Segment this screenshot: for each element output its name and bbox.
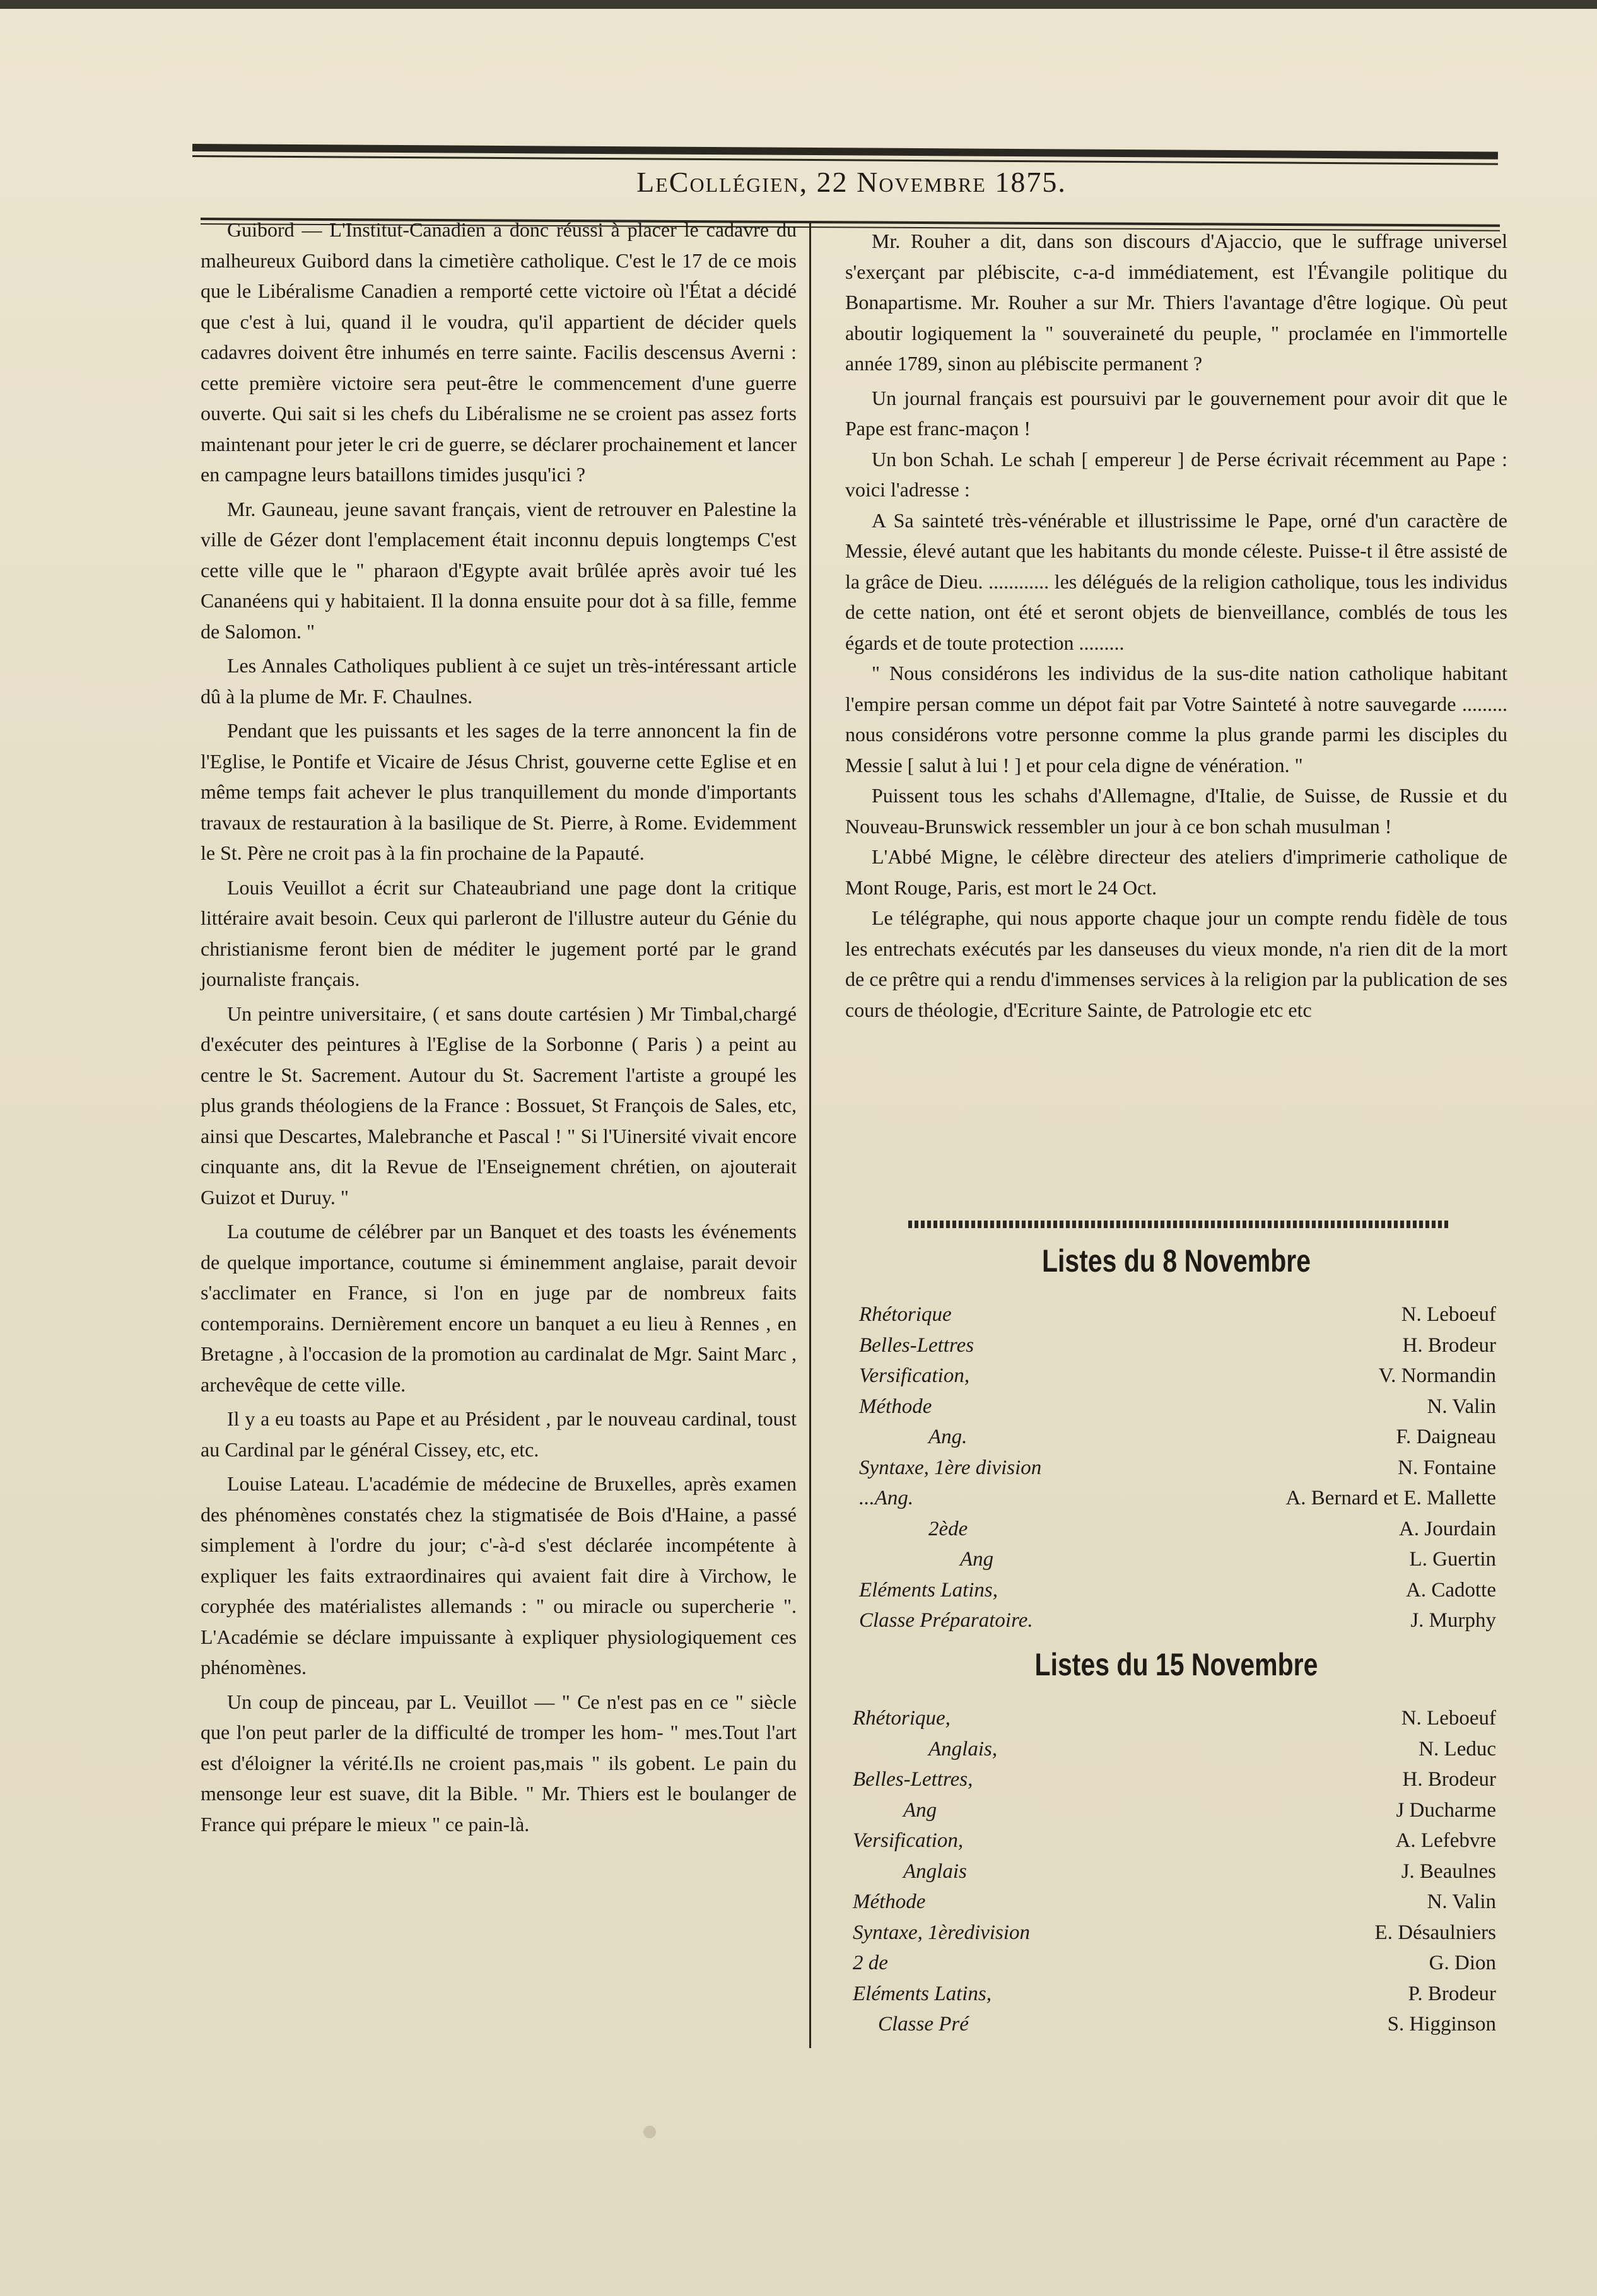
- list-row: [853, 1948, 1496, 1979]
- article-toasts: Il y a eu toasts au Pape et au Président , par le nouveau cardinal, toust au Cardinal par le général Cissey, etc, etc.: [201, 1407, 797, 1461]
- article-eglise: Pendant que les puissants et les sages de la terre annoncent la fin de l'Eglise, le Pontife et Vicaire de Jésus Christ, gouverne cette Eglise et en même temps fait achever le plus tranquillement du monde d'importants travaux de restauration à la basilique de St. Pierre, à Rome. Evidemment le St. Père ne croit pas à la fin prochaine de la Papauté.: [201, 719, 797, 864]
- list-row: [853, 1856, 1496, 1887]
- list-row: [853, 1703, 1496, 1734]
- student-name: G. Dion: [1429, 1952, 1496, 1974]
- article-puissent: Puissent tous les schahs d'Allemagne, d'Italie, de Suisse, de Russie et du Nouveau-Brunswick ressembler un jour à ce bon schah musulman !: [845, 784, 1507, 838]
- list-row: [853, 1575, 1496, 1606]
- article-veuillot: Louis Veuillot a écrit sur Chateaubriand une page dont la critique littéraire avait besoin. Ceux qui parleront de l'illustre auteur du Génie du christianisme feront bien de méditer le jugement porté par le grand journaliste français.: [201, 876, 797, 990]
- student-name: J Ducharme: [1396, 1798, 1496, 1822]
- class-label: Belles-Lettres,: [853, 1768, 973, 1791]
- list-row: [853, 2009, 1496, 2040]
- list-row: [853, 1514, 1496, 1545]
- list-row: [853, 1330, 1496, 1361]
- class-label: 2 de: [853, 1952, 888, 1974]
- article-annales: Les Annales Catholiques publient à ce sujet un très-intéressant article dû à la plume de Mr. F. Chaulnes.: [201, 654, 797, 708]
- article-banquet: La coutume de célébrer par un Banquet et des toasts les événements de quelque importance, coutume si éminemment anglaise, parait devoir s'acclimater en France, si l'on en juge par de nombreux faits contemporains. Dernièrement encore un banquet a eu lieu à Rennes , en Bretagne , à l'occasion de la promotion au cardinalat de Mgr. Saint Marc , archevêque de cette ville.: [201, 1220, 797, 1396]
- page-top-edge: [0, 0, 1597, 9]
- student-name: N. Leboeuf: [1401, 1303, 1496, 1326]
- student-name: N. Valin: [1427, 1890, 1496, 1913]
- article-guibord: Guibord — L'Institut-Canadien a donc réussi à placer le cadavre du malheureux Guibord dans la cimetière catholique. C'est le 17 de ce mois que le Libéralisme Canadien a remporté cette victoire où l'État a décidé que c'est à lui, quand il le voudra, qu'il appartient de décider quels cadavres doivent être inhumés en terre sainte. Facilis descensus Averni : cette première victoire sera peut-être le commencement d'une guerre ouverte. Qui sait si les chefs du Libéralisme ne se croient pas assez forts maintenant pour jeter le cri de guerre, se déclarer prochainement et lancer en campagne leurs bataillons timides jusqu'ici ?: [201, 218, 797, 486]
- student-name: V. Normandin: [1378, 1364, 1496, 1387]
- class-label: Classe Pré: [878, 2013, 969, 2035]
- section-divider: [908, 1221, 1451, 1228]
- list-row: [853, 1918, 1496, 1948]
- class-label: Anglais,: [928, 1737, 998, 1760]
- class-label: Ang: [903, 1798, 937, 1822]
- student-name: L. Guertin: [1409, 1548, 1496, 1571]
- class-label: Ang.: [928, 1426, 968, 1448]
- list-row: [853, 1544, 1496, 1575]
- list-row: [853, 1734, 1496, 1765]
- ink-smudge: [643, 2126, 656, 2138]
- student-name: E. Désaulniers: [1374, 1921, 1496, 1944]
- list-8-title: Listes du 8 Novembre: [1041, 1243, 1311, 1279]
- student-name: H. Brodeur: [1402, 1768, 1496, 1791]
- class-label: Classe Préparatoire.: [859, 1609, 1033, 1632]
- list-row: [853, 1887, 1496, 1918]
- class-label: Eléments Latins,: [859, 1578, 998, 1602]
- article-rouher: Mr. Rouher a dit, dans son discours d'Ajaccio, que le suffrage universel s'exerçant par plébiscite, c-a-d immédiatement, est l'Évangile politique du Bonapartisme. Mr. Rouher a sur Mr. Thiers l'avantage d'être logique. Où peut aboutir logiquement la " souveraineté du peuple, " proclamée en l'immortelle année 1789, sinon au plébiscite permanent ?: [845, 230, 1507, 375]
- article-considerons: " Nous considérons les individus de la sus-dite nation catholique habitant l'empire persan comme un dépot fait par Votre Sainteté à notre sauvegarde ......... nous considérons votre personne comme la plus grande parmi les disciples du Messie [ salut à lui ! ] et pour cela digne de vénération. ": [845, 662, 1507, 776]
- list-row: [853, 1795, 1496, 1826]
- student-name: H. Brodeur: [1402, 1333, 1496, 1357]
- student-name: N. Valin: [1427, 1395, 1496, 1418]
- list-15: [853, 1703, 1496, 2040]
- article-lateau: Louise Lateau. L'académie de médecine de Bruxelles, après examen des phénomènes constatés chez la stigmatisée de Bois d'Haine, a passé simplement à l'ordre du jour; c'-à-d s'est déclarée incompétente à expliquer les faits extraordinaires qui avaient fait dire à Virchow, le coryphée des matérialistes allemands : " ou miracle ou supercherie ". L'Académie se déclare impuissante à expliquer physiologiquement ces phénomènes.: [201, 1472, 797, 1678]
- list-row: [853, 1764, 1496, 1795]
- article-telegraphe: Le télégraphe, qui nous apporte chaque jour un compte rendu fidèle de tous les entrechats exécutés par les danseuses du vieux monde, n'a rien dit de la mort de ce prêtre qui a rendu d'immenses services à la religion par la publication de ses cours de théologie, d'Ecriture Sainte, de Patrologie etc etc: [845, 906, 1507, 1021]
- student-name: N. Fontaine: [1398, 1456, 1496, 1479]
- class-label: Méthode: [853, 1890, 926, 1913]
- page-header: LeCollégien, 22 Novembre 1875.: [636, 166, 1067, 198]
- student-name: F. Daigneau: [1396, 1426, 1496, 1448]
- list-row: [853, 1825, 1496, 1856]
- class-label: 2ède: [928, 1517, 968, 1540]
- student-name: N. Leboeuf: [1401, 1707, 1496, 1730]
- article-schah: Un bon Schah. Le schah [ empereur ] de Perse écrivait récemment au Pape : voici l'adresse :: [845, 447, 1507, 501]
- list-8: [853, 1299, 1496, 1636]
- article-journal: Un journal français est poursuivi par le gouvernement pour avoir dit que le Pape est franc-maçon !: [845, 386, 1507, 440]
- student-name: N. Leduc: [1419, 1737, 1496, 1760]
- class-label: Eléments Latins,: [853, 1982, 992, 2005]
- student-name: S. Higginson: [1387, 2013, 1496, 2035]
- article-pinceau: Un coup de pinceau, par L. Veuillot — " Ce n'est pas en ce " siècle que l'on peut parler de la difficulté de tromper les hom- " mes.Tout l'art est d'éloigner la vérité.Ils ne croient pas,mais " ils gobent. Le pain du mensonge leur est suave, dit la Bible. " Mr. Thiers est le boulanger de France qui prépare le mieux " ce pain-là.: [201, 1690, 797, 1836]
- list-row: [853, 1453, 1496, 1484]
- list-row: [853, 1299, 1496, 1330]
- student-name: P. Brodeur: [1408, 1982, 1496, 2005]
- list-row: [853, 1979, 1496, 2010]
- right-column: [845, 226, 1507, 1025]
- article-migne: L'Abbé Migne, le célèbre directeur des ateliers d'imprimerie catholique de Mont Rouge, Paris, est mort le 24 Oct.: [845, 845, 1507, 899]
- list-15-title: Listes du 15 Novembre: [1034, 1647, 1318, 1682]
- class-label: Versification,: [859, 1364, 970, 1387]
- left-column: [201, 214, 797, 1843]
- article-timbal: Un peintre universitaire, ( et sans doute cartésien ) Mr Timbal,chargé d'exécuter des peintures à l'Eglise de la Sorbonne ( Paris ) a peint au centre le St. Sacrement. Autour du St. Sacrement l'artiste a groupé les plus grands théologiens de la France : Bossuet, St François de Sales, etc, ainsi que Descartes, Malebranche et Pascal ! " Si l'Uinersité vivait encore cinquante ans, dit la Revue de l'Enseignement chrétien, on ajouterait Guizot et Duruy. ": [201, 1002, 797, 1209]
- list-row: [853, 1605, 1496, 1636]
- student-name: A. Bernard et E. Mallette: [1285, 1487, 1496, 1509]
- class-label: Syntaxe, 1èredivision: [853, 1921, 1031, 1944]
- class-label: Méthode: [859, 1395, 932, 1418]
- class-label: Rhétorique: [859, 1303, 952, 1326]
- list-row: [853, 1483, 1496, 1514]
- student-name: J. Murphy: [1410, 1609, 1496, 1632]
- class-label: Rhétorique,: [853, 1707, 951, 1730]
- student-name: A. Cadotte: [1406, 1578, 1496, 1602]
- class-label: Anglais: [903, 1860, 967, 1883]
- list-row: [853, 1391, 1496, 1422]
- list-row: [853, 1361, 1496, 1391]
- class-label: Syntaxe, 1ère division: [859, 1456, 1042, 1479]
- student-name: J. Beaulnes: [1401, 1860, 1496, 1883]
- student-name: A. Jourdain: [1399, 1517, 1496, 1540]
- column-divider: [809, 222, 811, 2048]
- class-label: Ang: [960, 1548, 994, 1571]
- class-label: Belles-Lettres: [859, 1333, 974, 1357]
- student-name: A. Lefebvre: [1395, 1829, 1496, 1852]
- article-adresse: A Sa sainteté très-vénérable et illustrissime le Pape, orné d'un caractère de Messie, élevé autant que les habitants du monde céleste. Puisse-t il être assisté de la grâce de Dieu. ............ les délégués de la religion catholique, tous les individus de cette nation, ont été et seront objets de bienveillance, comblés de tous les égards et de toute protection .........: [845, 508, 1507, 654]
- class-label: Versification,: [853, 1829, 964, 1852]
- class-label: ...Ang.: [859, 1487, 914, 1509]
- article-gezer: Mr. Gauneau, jeune savant français, vient de retrouver en Palestine la ville de Gézer dont l'emplacement était inconnu depuis longtemps C'est cette ville que le " pharaon d'Egypte avait brûlée après avoir tué les Cananéens qui y habitaient. Il la donna ensuite pour dot à sa fille, femme de Salomon. ": [201, 497, 797, 643]
- list-row: [853, 1422, 1496, 1453]
